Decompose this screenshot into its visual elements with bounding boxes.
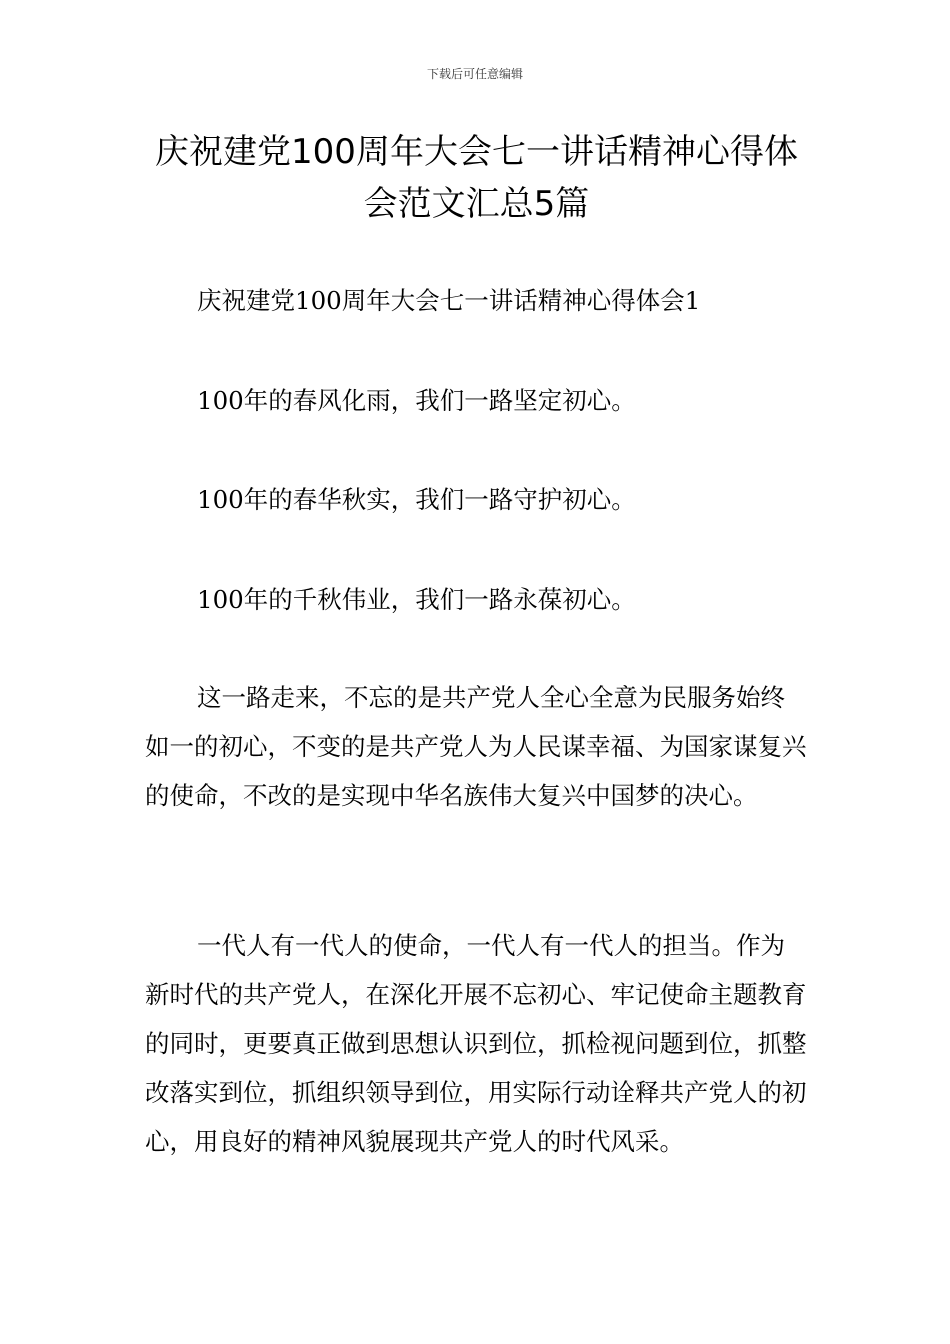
paragraph: 一代人有一代人的使命，一代人有一代人的担当。作为新时代的共产党人，在深化开展不忘初心、牢记使命主题教育的同时，更要真正做到思想认识到位，抓检视问题到位，抓整改落实到位，抓组织领导到位，用实际行动诠释共产党人的初心，用良好的精神风貌展现共产党人的时代风采。 [145, 931, 807, 1156]
header-note: 下载后可任意编辑 [426, 67, 523, 81]
section-heading: 庆祝建党100周年大会七一讲话精神心得体会1 [197, 286, 701, 315]
paragraph: 100年的千秋伟业，我们一路永葆初心。 [197, 585, 636, 614]
paragraph: 100年的春风化雨，我们一路坚定初心。 [197, 386, 636, 415]
document-title: 庆祝建党100周年大会七一讲话精神心得体会范文汇总5篇 [155, 132, 798, 224]
paragraph: 这一路走来，不忘的是共产党人全心全意为民服务始终如一的初心，不变的是共产党人为人民谋幸福、为国家谋复兴的使命，不改的是实现中华名族伟大复兴中国梦的决心。 [145, 683, 807, 810]
paragraph: 100年的春华秋实，我们一路守护初心。 [197, 485, 636, 514]
